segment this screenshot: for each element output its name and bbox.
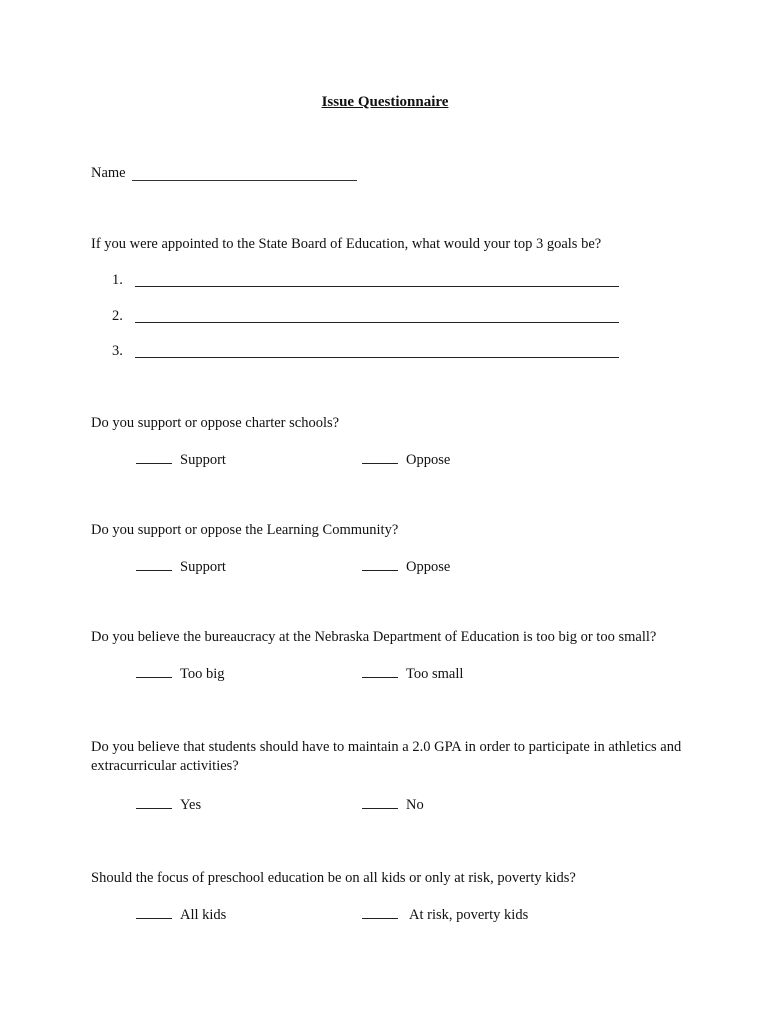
answer-blank[interactable] (362, 665, 398, 678)
option-label: Support (180, 559, 226, 575)
answer-blank[interactable] (136, 665, 172, 678)
option-oppose-learning-community[interactable] (362, 558, 450, 576)
option-no[interactable] (362, 796, 424, 814)
question-bureaucracy: Do you believe the bureaucracy at the Nebraska Department of Education is too big or too small? (91, 629, 657, 645)
option-too-small[interactable] (362, 665, 463, 683)
option-label: At risk, poverty kids (409, 907, 529, 923)
answer-blank[interactable] (362, 796, 398, 809)
option-label: All kids (180, 907, 227, 923)
answer-blank[interactable] (362, 558, 398, 571)
goal-field-3[interactable] (135, 357, 619, 358)
question-charter-schools: Do you support or oppose charter schools? (91, 415, 340, 431)
goal-number-2: 2. (112, 308, 123, 324)
option-all-kids[interactable] (136, 906, 226, 924)
option-support-charter[interactable] (136, 451, 226, 469)
answer-blank[interactable] (136, 451, 172, 464)
answer-blank[interactable] (136, 558, 172, 571)
option-label: Oppose (406, 452, 451, 468)
option-at-risk-kids[interactable] (362, 906, 528, 924)
option-label: Oppose (406, 559, 451, 575)
goal-field-2[interactable] (135, 322, 619, 323)
page-title: Issue Questionnaire (321, 94, 449, 110)
goal-field-1[interactable] (135, 286, 619, 287)
option-label: Too small (406, 666, 464, 682)
goal-number-1: 1. (112, 272, 123, 288)
question-preschool-focus: Should the focus of preschool education be on all kids or only at risk, poverty kids? (91, 870, 576, 886)
answer-blank[interactable] (136, 906, 172, 919)
goal-number-3: 3. (112, 343, 123, 359)
option-label: Too big (180, 666, 225, 682)
option-label: Support (180, 452, 226, 468)
name-field[interactable] (132, 180, 357, 181)
answer-blank[interactable] (136, 796, 172, 809)
answer-blank[interactable] (362, 906, 398, 919)
option-label: Yes (180, 797, 202, 813)
option-too-big[interactable] (136, 665, 225, 683)
question-learning-community: Do you support or oppose the Learning Community? (91, 522, 399, 538)
question-gpa-requirement: Do you believe that students should have to maintain a 2.0 GPA in order to participate in athletics and extracurricular activities? (91, 739, 682, 774)
answer-blank[interactable] (362, 451, 398, 464)
goals-question: If you were appointed to the State Board of Education, what would your top 3 goals be? (91, 236, 602, 252)
option-oppose-charter[interactable] (362, 451, 450, 469)
option-support-learning-community[interactable] (136, 558, 226, 576)
option-label: No (406, 797, 424, 813)
option-yes[interactable] (136, 796, 201, 814)
name-label: Name (91, 165, 126, 181)
